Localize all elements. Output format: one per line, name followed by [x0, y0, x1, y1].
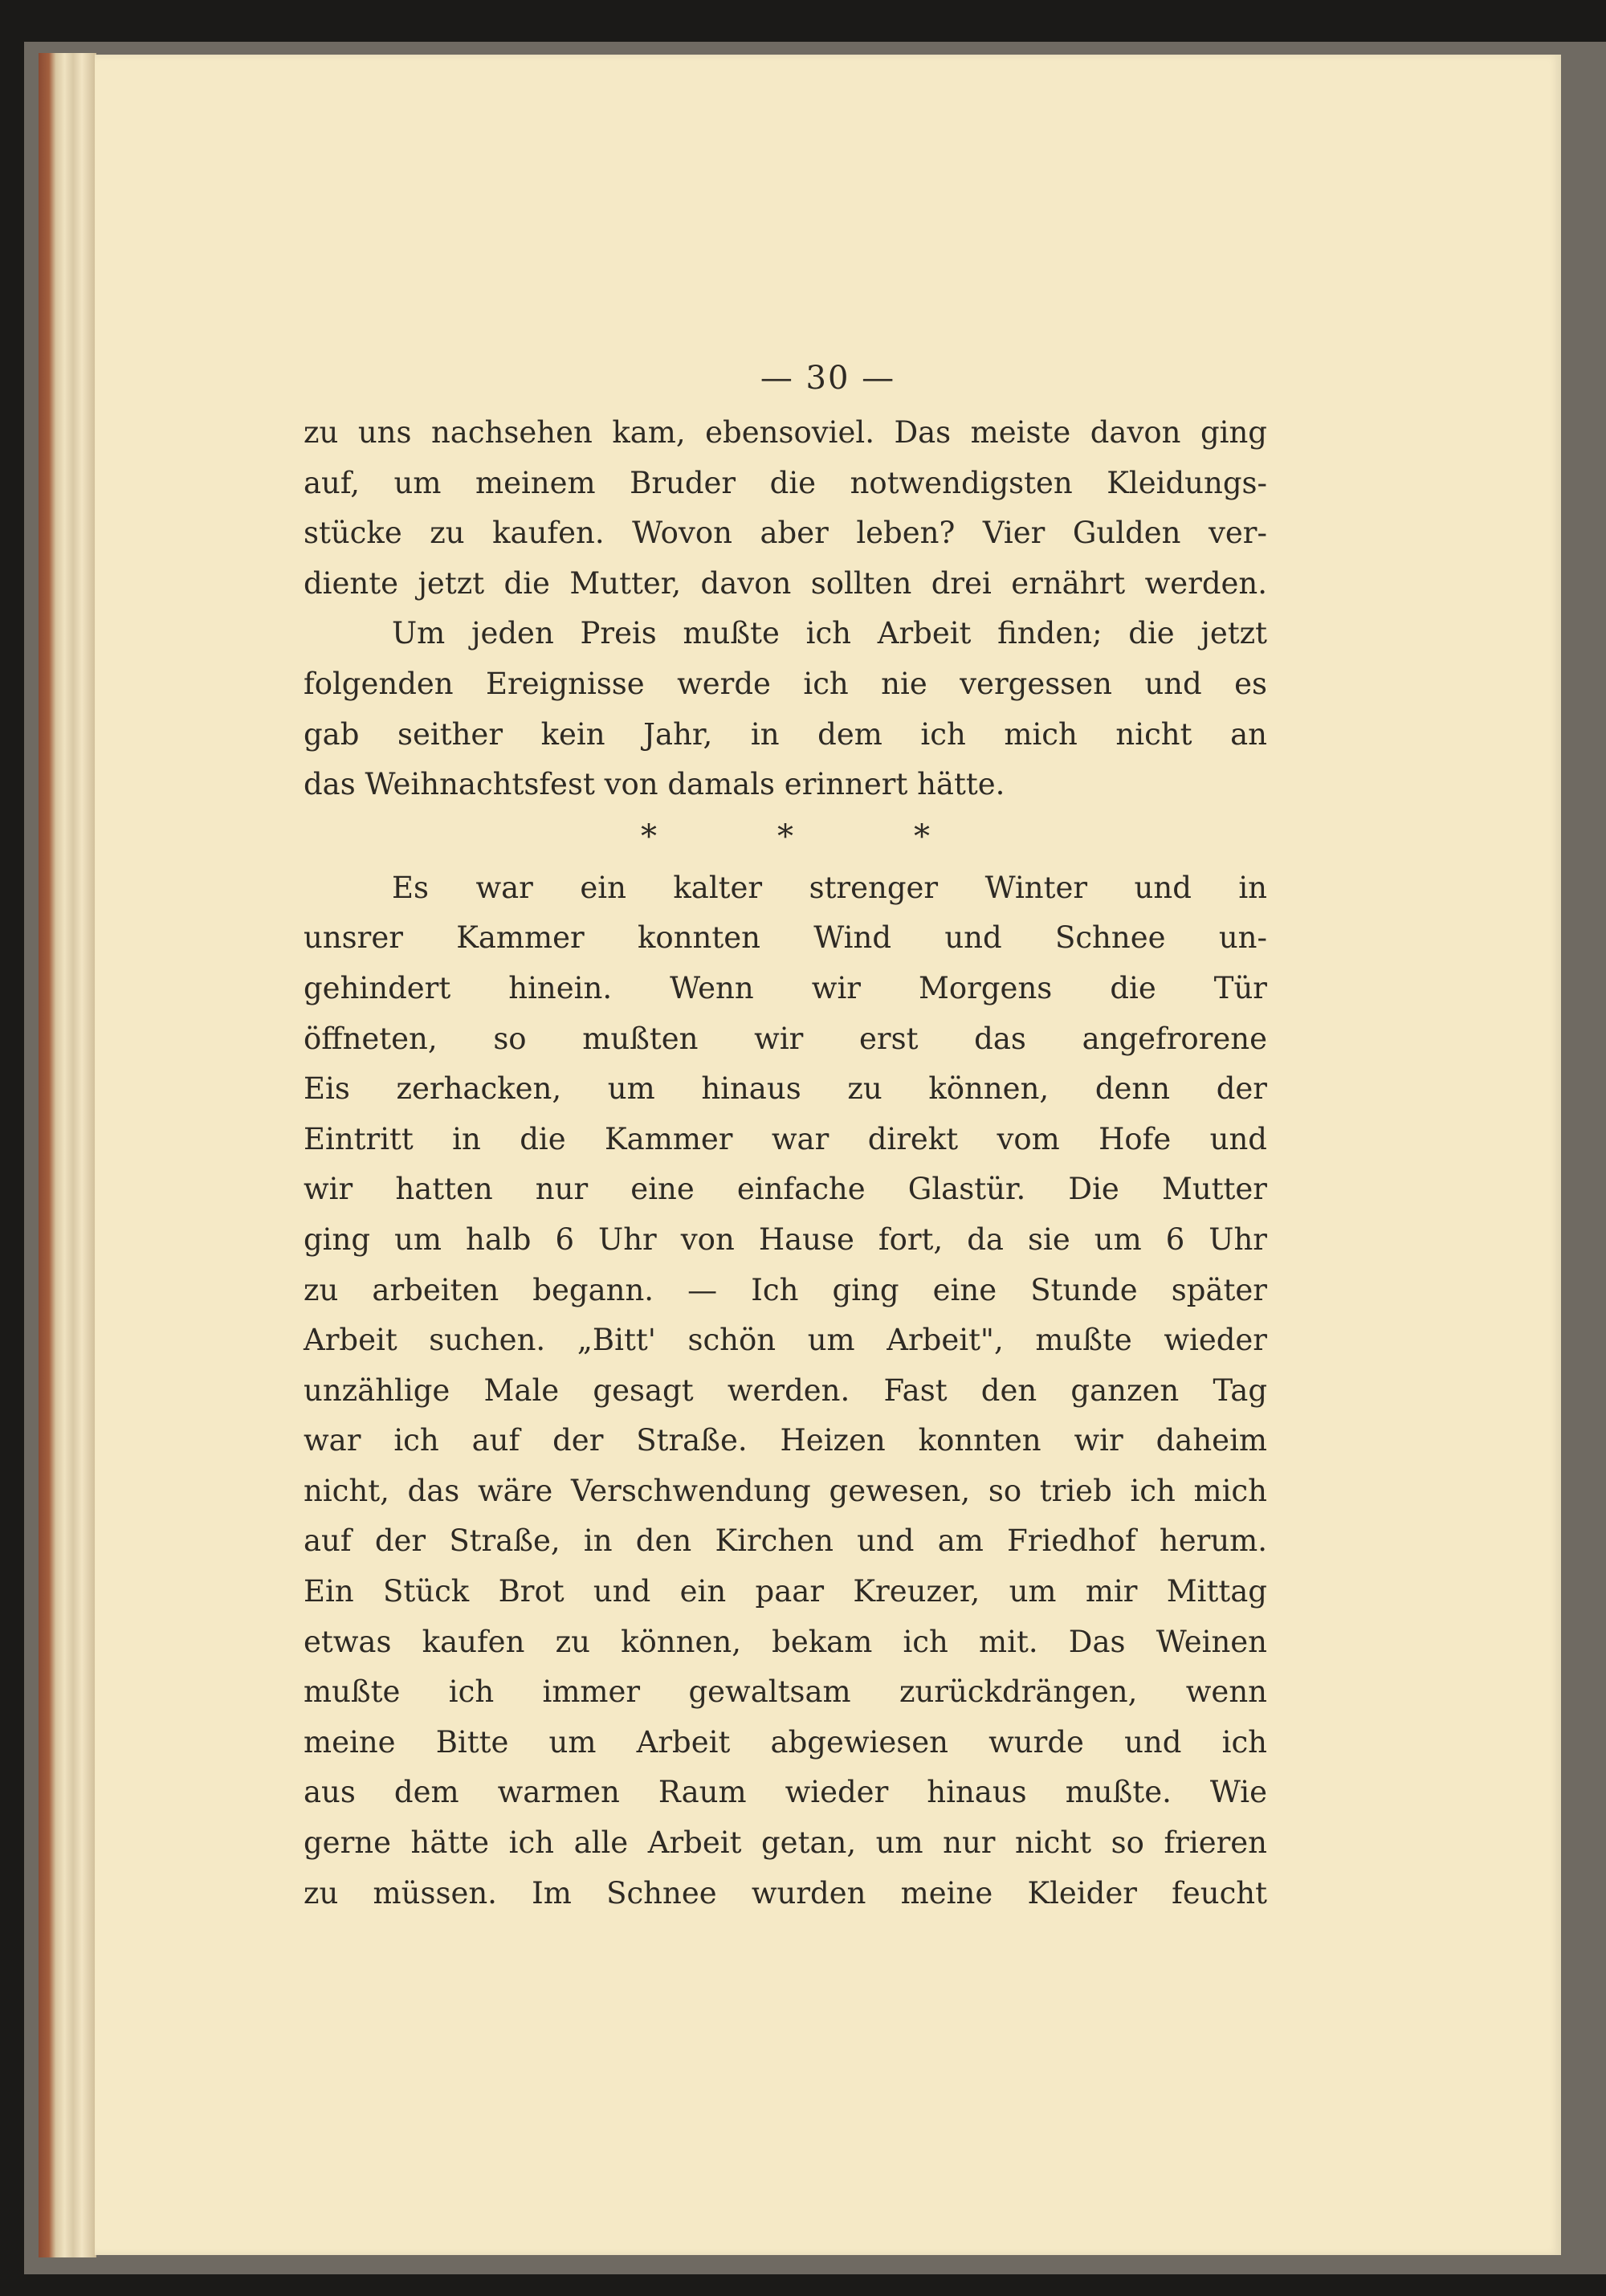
text-line: war ich auf der Straße. Heizen konnten wir daheim — [304, 1423, 1267, 1458]
text-line: stücke zu kaufen. Wovon aber leben? Vier Gulden ver- — [304, 516, 1267, 551]
text-line: auf der Straße, in den Kirchen und am Friedhof herum. — [304, 1523, 1267, 1559]
separator-star: * — [777, 818, 793, 855]
text-line: Es war ein kalter strenger Winter und in — [392, 870, 1267, 905]
section-separator — [304, 810, 1267, 863]
text-line: wir hatten nur eine einfache Glastür. Die Mutter — [304, 1172, 1267, 1207]
text-line: auf, um meinem Bruder die notwendigsten Kleidungs- — [304, 465, 1267, 500]
text-line: folgenden Ereignisse werde ich nie vergessen und es — [304, 666, 1267, 701]
paragraph — [304, 408, 1267, 609]
text-line: meine Bitte um Arbeit abgewiesen wurde und ich — [304, 1724, 1267, 1760]
text-line: Eis zerhacken, um hinaus zu können, denn der — [304, 1071, 1267, 1107]
text-line: mußte ich immer gewaltsam zurückdrängen, wenn — [304, 1674, 1267, 1710]
text-line: aus dem warmen Raum wieder hinaus mußte. Wie — [304, 1775, 1267, 1810]
text-line: gerne hätte ich alle Arbeit getan, um nur nicht so frieren — [304, 1825, 1267, 1861]
text-line: gab seither kein Jahr, in dem ich mich nicht an — [304, 716, 1267, 752]
separator-star: * — [641, 818, 657, 855]
text-line: ging um halb 6 Uhr von Hause fort, da sie um 6 Uhr — [304, 1221, 1267, 1257]
text-line: Arbeit suchen. „Bitt' schön um Arbeit", mußte wieder — [304, 1323, 1267, 1358]
text-line: unsrer Kammer konnten Wind und Schnee un- — [304, 920, 1267, 956]
text-line: Um jeden Preis mußte ich Arbeit finden; die jetzt — [392, 616, 1267, 651]
page-number: — 30 — — [760, 360, 896, 397]
text-line: zu müssen. Im Schnee wurden meine Kleider feucht — [304, 1875, 1267, 1911]
text-line: etwas kaufen zu können, bekam ich mit. Das Weinen — [304, 1624, 1267, 1659]
text-line: Ein Stück Brot und ein paar Kreuzer, um mir Mittag — [304, 1574, 1267, 1609]
paragraph — [304, 863, 1267, 1919]
page-edges — [39, 53, 96, 2257]
text-line: gehindert hinein. Wenn wir Morgens die Tür — [304, 970, 1267, 1005]
text-line: zu uns nachsehen kam, ebensoviel. Das meiste davon ging — [304, 415, 1267, 450]
text-line: unzählige Male gesagt werden. Fast den ganzen Tag — [304, 1372, 1267, 1408]
text-line: das Weihnachtsfest von damals erinnert hätte. — [304, 767, 1005, 802]
text-line: nicht, das wäre Verschwendung gewesen, so trieb ich mich — [304, 1473, 1267, 1508]
text-line: diente jetzt die Mutter, davon sollten drei ernährt werden. — [304, 565, 1267, 601]
body-text — [304, 408, 1267, 1919]
separator-star: * — [914, 818, 930, 855]
text-line: Eintritt in die Kammer war direkt vom Hofe und — [304, 1121, 1267, 1156]
text-line: öffneten, so mußten wir erst das angefrorene — [304, 1021, 1267, 1056]
text-line: zu arbeiten begann. — Ich ging eine Stunde später — [304, 1272, 1267, 1307]
paragraph — [304, 609, 1267, 810]
